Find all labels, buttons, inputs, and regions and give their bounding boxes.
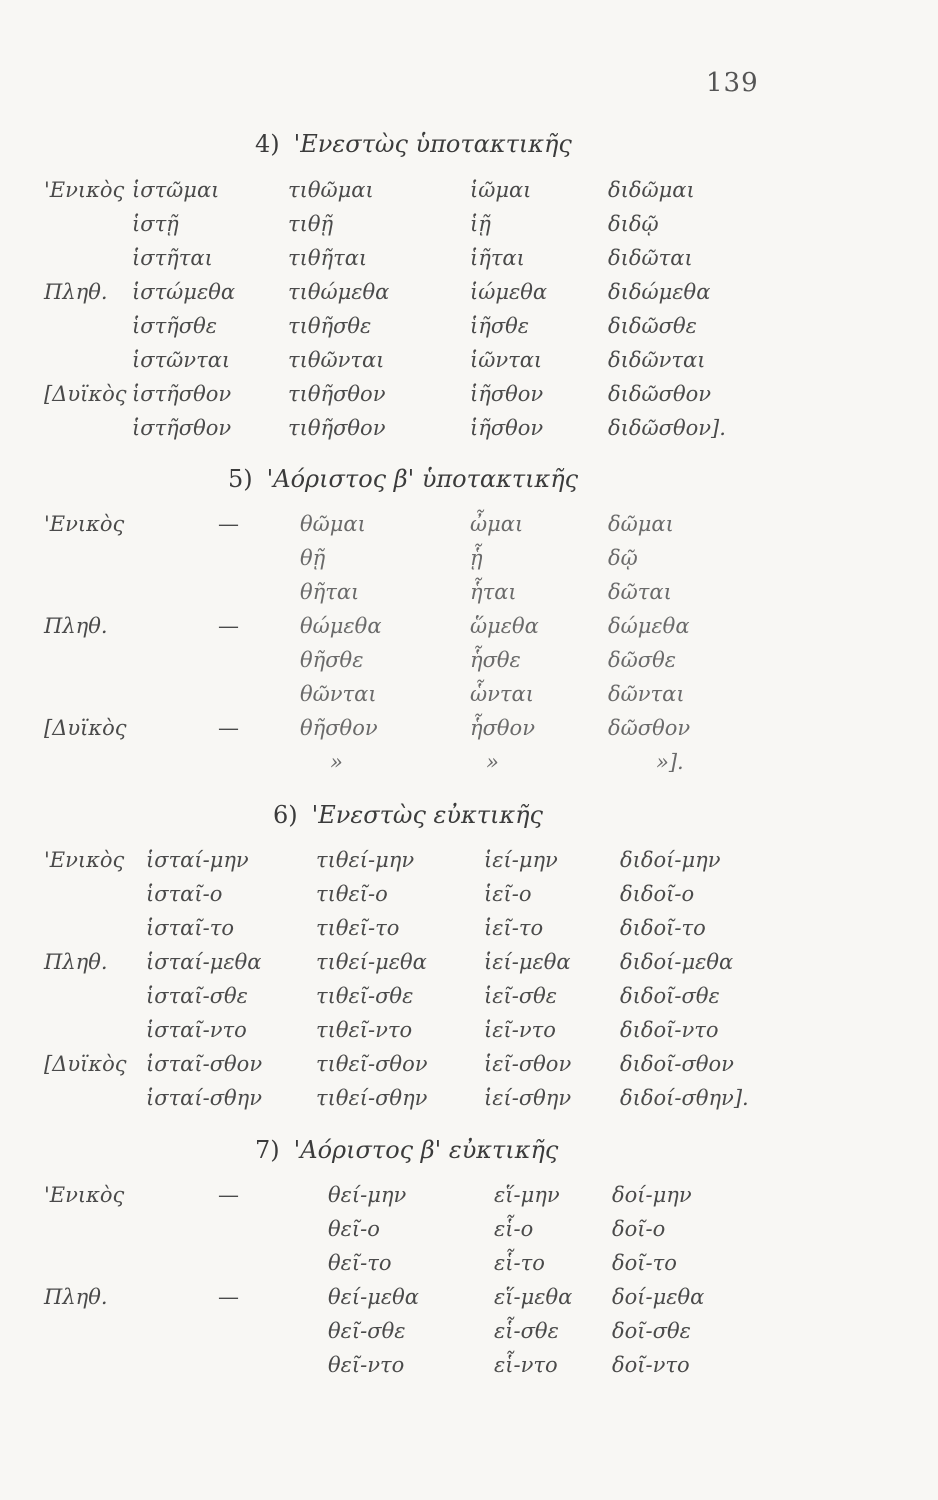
form-didomi: δῶμαι <box>608 512 674 536</box>
section-heading: 'Ενεστὼς εὐκτικῆς <box>311 801 543 829</box>
form-didomi: δώμεθα <box>608 614 690 638</box>
form-didomi: διδοῖ-σθον <box>620 1052 734 1076</box>
table-row <box>0 382 938 414</box>
form-hiemi: ἱεῖ-το <box>484 916 544 940</box>
form-tithemi: τιθεῖ-ο <box>316 882 388 906</box>
form-histemi: ἱστώμεθα <box>132 280 236 304</box>
form-didomi: διδῶσθε <box>608 314 697 338</box>
form-tithemi: τιθῆσθε <box>288 314 372 338</box>
form-hiemi: ἱῆται <box>470 246 525 270</box>
table-row <box>0 1285 938 1317</box>
form-tithemi: τιθεῖ-σθε <box>316 984 414 1008</box>
form-histemi: ἱσταί-σθην <box>146 1086 263 1110</box>
form-didomi: διδοῖ-ντο <box>620 1018 719 1042</box>
form-didomi: δῶσθον <box>608 716 691 740</box>
form-didomi: δοῖ-ο <box>612 1217 666 1241</box>
form-hiemi: ἱῶνται <box>470 348 543 372</box>
form-histemi: ἱσταῖ-το <box>146 916 234 940</box>
form-tithemi: τιθεῖ-ντο <box>316 1018 413 1042</box>
ditto-mark: » <box>486 750 499 774</box>
form-didomi: δῶται <box>608 580 672 604</box>
form-hiemi: εἵ-μεθα <box>494 1285 573 1309</box>
table-row <box>0 750 938 782</box>
table-row <box>0 614 938 646</box>
form-histemi: ἱσταῖ-ο <box>146 882 223 906</box>
page-number: 139 <box>706 68 759 98</box>
section-heading: 'Αόριστος β' ὑποτακτικῆς <box>266 465 579 493</box>
form-didomi: διδῶνται <box>608 348 706 372</box>
form-histemi: ἱστῆσθον <box>132 382 232 406</box>
form-tithemi: θεῖ-σθε <box>328 1319 406 1343</box>
form-histemi: ἱστῶνται <box>132 348 231 372</box>
form-didomi: διδοῖ-ο <box>620 882 695 906</box>
form-didomi: δῶνται <box>608 682 685 706</box>
table-row <box>0 1018 938 1050</box>
table-row <box>0 212 938 244</box>
form-histemi: ἱστῆται <box>132 246 213 270</box>
form-didomi: δοῖ-ντο <box>612 1353 690 1377</box>
form-histemi: ἱσταῖ-σθον <box>146 1052 263 1076</box>
form-hiemi: ἱεῖ-σθον <box>484 1052 572 1076</box>
table-row <box>0 1052 938 1084</box>
table-row <box>0 580 938 612</box>
form-hiemi: ὥμεθα <box>470 614 539 638</box>
row-label: 'Ενικὸς <box>44 1183 125 1207</box>
section-title-5 <box>228 465 578 493</box>
form-tithemi: θῶνται <box>300 682 377 706</box>
form-hiemi: ἱῶμαι <box>470 178 532 202</box>
form-histemi: ἱσταί-μεθα <box>146 950 262 974</box>
form-tithemi: θῇ <box>300 546 326 570</box>
form-hiemi: ἱεῖ-ο <box>484 882 532 906</box>
form-histemi: ἱστῆσθε <box>132 314 218 338</box>
row-label: Πληθ. <box>44 614 108 638</box>
form-hiemi: ἧσθε <box>470 648 521 672</box>
form-didomi: δῷ <box>608 546 638 570</box>
form-tithemi: τιθεῖ-το <box>316 916 400 940</box>
table-row <box>0 716 938 748</box>
table-row <box>0 916 938 948</box>
table-row <box>0 348 938 380</box>
empty-dash: — <box>218 512 239 536</box>
form-tithemi: θῆσθον <box>300 716 378 740</box>
form-tithemi: τιθώμεθα <box>288 280 390 304</box>
form-hiemi: ἱεῖ-ντο <box>484 1018 556 1042</box>
row-label: Πληθ. <box>44 950 108 974</box>
form-hiemi: ἱῆσθον <box>470 382 544 406</box>
table-row <box>0 416 938 448</box>
empty-dash: — <box>218 716 239 740</box>
row-label: 'Ενικὸς <box>44 512 125 536</box>
form-histemi: ἱσταῖ-σθε <box>146 984 248 1008</box>
form-tithemi: τιθεί-σθην <box>316 1086 428 1110</box>
form-histemi: ἱστῶμαι <box>132 178 220 202</box>
form-didomi: διδοῖ-το <box>620 916 706 940</box>
table-row <box>0 512 938 544</box>
form-histemi: ἱστῆσθον <box>132 416 232 440</box>
section-title-4 <box>255 130 572 158</box>
section-number: 7) <box>255 1136 280 1164</box>
row-label: Πληθ. <box>44 280 108 304</box>
form-didomi: διδῶμαι <box>608 178 695 202</box>
row-label: [Δυϊκὸς <box>44 1052 127 1076</box>
form-hiemi: ἱεῖ-σθε <box>484 984 558 1008</box>
form-hiemi: ἱεί-μεθα <box>484 950 571 974</box>
form-didomi: διδῶσθον <box>608 382 712 406</box>
table-row <box>0 984 938 1016</box>
form-tithemi: θῶμαι <box>300 512 366 536</box>
form-tithemi: θεῖ-ο <box>328 1217 380 1241</box>
form-hiemi: ἧται <box>470 580 517 604</box>
form-hiemi: ἱώμεθα <box>470 280 548 304</box>
table-row <box>0 682 938 714</box>
section-number: 6) <box>273 801 298 829</box>
form-tithemi: τιθεί-μεθα <box>316 950 427 974</box>
form-hiemi: ᾗ <box>470 546 483 570</box>
form-hiemi: εἵ-μην <box>494 1183 560 1207</box>
table-row <box>0 546 938 578</box>
table-row <box>0 246 938 278</box>
table-row <box>0 950 938 982</box>
form-histemi: ἱσταί-μην <box>146 848 249 872</box>
form-didomi: δοῖ-το <box>612 1251 677 1275</box>
row-label: Πληθ. <box>44 1285 108 1309</box>
form-hiemi: ὦμαι <box>470 512 524 536</box>
table-row <box>0 1183 938 1215</box>
table-row <box>0 648 938 680</box>
table-row <box>0 1217 938 1249</box>
form-didomi: διδῶσθον]. <box>608 416 726 440</box>
form-didomi: δοῖ-σθε <box>612 1319 691 1343</box>
table-row <box>0 280 938 312</box>
table-row <box>0 1251 938 1283</box>
form-hiemi: εἷ-ο <box>494 1217 534 1241</box>
form-didomi: διδῶται <box>608 246 693 270</box>
form-hiemi: εἷ-σθε <box>494 1319 559 1343</box>
form-tithemi: τιθῆται <box>288 246 368 270</box>
form-tithemi: θεῖ-το <box>328 1251 392 1275</box>
form-didomi: διδοί-μην <box>620 848 721 872</box>
section-title-7 <box>255 1136 558 1164</box>
form-tithemi: τιθῆσθον <box>288 382 386 406</box>
table-row <box>0 1086 938 1118</box>
row-label: [Δυϊκὸς <box>44 716 127 740</box>
form-hiemi: ἱεί-μην <box>484 848 558 872</box>
form-didomi: δοί-μην <box>612 1183 692 1207</box>
section-heading: 'Ενεστὼς ὑποτακτικῆς <box>293 130 572 158</box>
empty-dash: — <box>218 1183 239 1207</box>
form-tithemi: θεί-μην <box>328 1183 407 1207</box>
form-tithemi: τιθῶμαι <box>288 178 374 202</box>
form-hiemi: εἷ-ντο <box>494 1353 558 1377</box>
form-histemi: ἱστῇ <box>132 212 179 236</box>
row-label: [Δυϊκὸς <box>44 382 127 406</box>
form-didomi: διδοί-μεθα <box>620 950 734 974</box>
form-tithemi: θῆσθε <box>300 648 364 672</box>
section-number: 5) <box>228 465 253 493</box>
form-tithemi: τιθῆσθον <box>288 416 386 440</box>
form-tithemi: τιθῶνται <box>288 348 385 372</box>
form-hiemi: εἷ-το <box>494 1251 545 1275</box>
section-title-6 <box>273 801 543 829</box>
ditto-mark: » <box>330 750 343 774</box>
row-label: 'Ενικὸς <box>44 848 125 872</box>
form-hiemi: ὧνται <box>470 682 534 706</box>
form-hiemi: ἧσθον <box>470 716 535 740</box>
form-tithemi: θώμεθα <box>300 614 382 638</box>
form-tithemi: τιθεί-μην <box>316 848 415 872</box>
form-tithemi: θῆται <box>300 580 360 604</box>
table-row <box>0 314 938 346</box>
row-label: 'Ενικὸς <box>44 178 125 202</box>
form-didomi: διδοί-σθην]. <box>620 1086 749 1110</box>
table-row <box>0 178 938 210</box>
ditto-mark: »]. <box>656 750 684 774</box>
table-row <box>0 1353 938 1385</box>
form-histemi: ἱσταῖ-ντο <box>146 1018 247 1042</box>
form-didomi: διδοῖ-σθε <box>620 984 720 1008</box>
form-didomi: διδῷ <box>608 212 659 236</box>
form-didomi: διδώμεθα <box>608 280 711 304</box>
form-didomi: δοί-μεθα <box>612 1285 705 1309</box>
table-row <box>0 1319 938 1351</box>
empty-dash: — <box>218 1285 239 1309</box>
section-heading: 'Αόριστος β' εὐκτικῆς <box>293 1136 559 1164</box>
form-hiemi: ἱῆσθον <box>470 416 544 440</box>
form-hiemi: ἱῆσθε <box>470 314 530 338</box>
table-row <box>0 882 938 914</box>
section-number: 4) <box>255 130 280 158</box>
form-tithemi: θεί-μεθα <box>328 1285 419 1309</box>
form-tithemi: τιθεῖ-σθον <box>316 1052 428 1076</box>
form-tithemi: θεῖ-ντο <box>328 1353 405 1377</box>
form-tithemi: τιθῇ <box>288 212 334 236</box>
empty-dash: — <box>218 614 239 638</box>
form-hiemi: ἱεί-σθην <box>484 1086 572 1110</box>
table-row <box>0 848 938 880</box>
form-didomi: δῶσθε <box>608 648 677 672</box>
form-hiemi: ἱῇ <box>470 212 491 236</box>
